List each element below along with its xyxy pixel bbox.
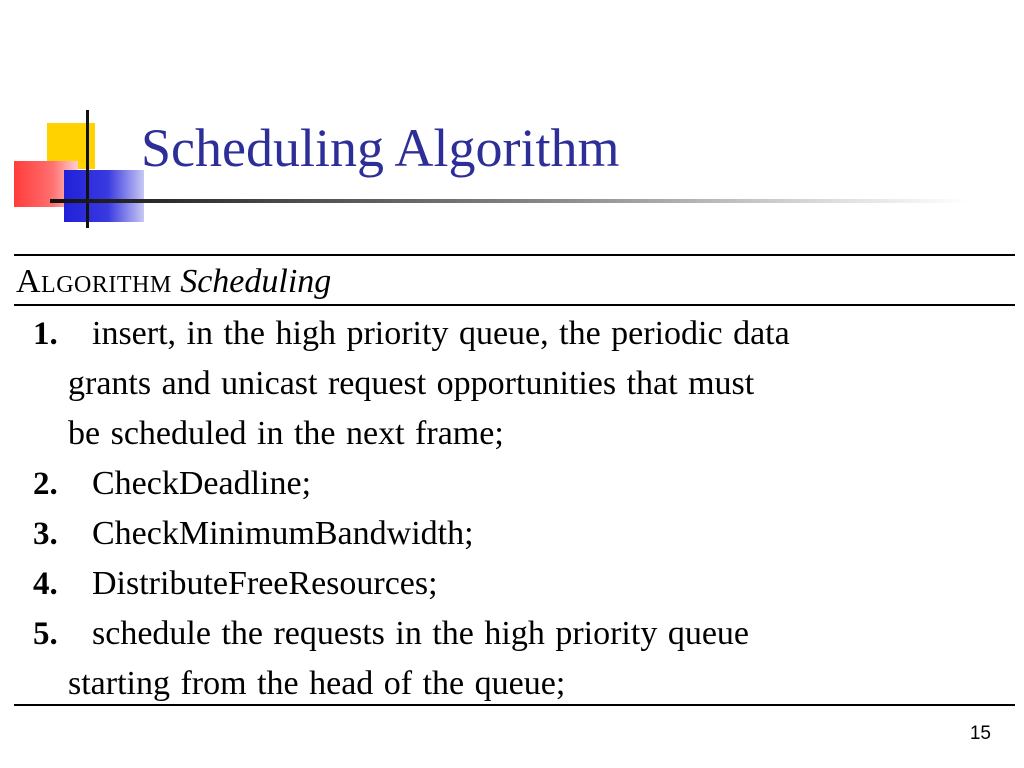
step-line: be scheduled in the next frame; — [68, 415, 504, 452]
algorithm-name: Scheduling — [180, 263, 332, 300]
step-line: CheckMinimumBandwidth; — [92, 515, 474, 552]
step-number: 3. — [33, 516, 58, 552]
step-line: starting from the head of the queue; — [68, 665, 566, 702]
step-line: schedule the requests in the high priority queue — [92, 615, 749, 652]
step-line: DistributeFreeResources; — [92, 565, 438, 602]
step-number: 5. — [33, 616, 58, 652]
algorithm-bottom-rule — [14, 704, 1015, 706]
step-line: CheckDeadline; — [92, 465, 312, 502]
slide-title: Scheduling Algorithm — [141, 118, 620, 178]
step-number: 4. — [33, 566, 58, 602]
step-number: 1. — [33, 316, 58, 352]
step-line: grants and unicast request opportunities that must — [68, 365, 755, 402]
step-line: insert, in the high priority queue, the periodic data — [92, 315, 790, 352]
page-number: 15 — [969, 723, 991, 744]
algorithm-keyword: Algorithm — [16, 263, 172, 300]
step-number: 2. — [33, 466, 58, 502]
